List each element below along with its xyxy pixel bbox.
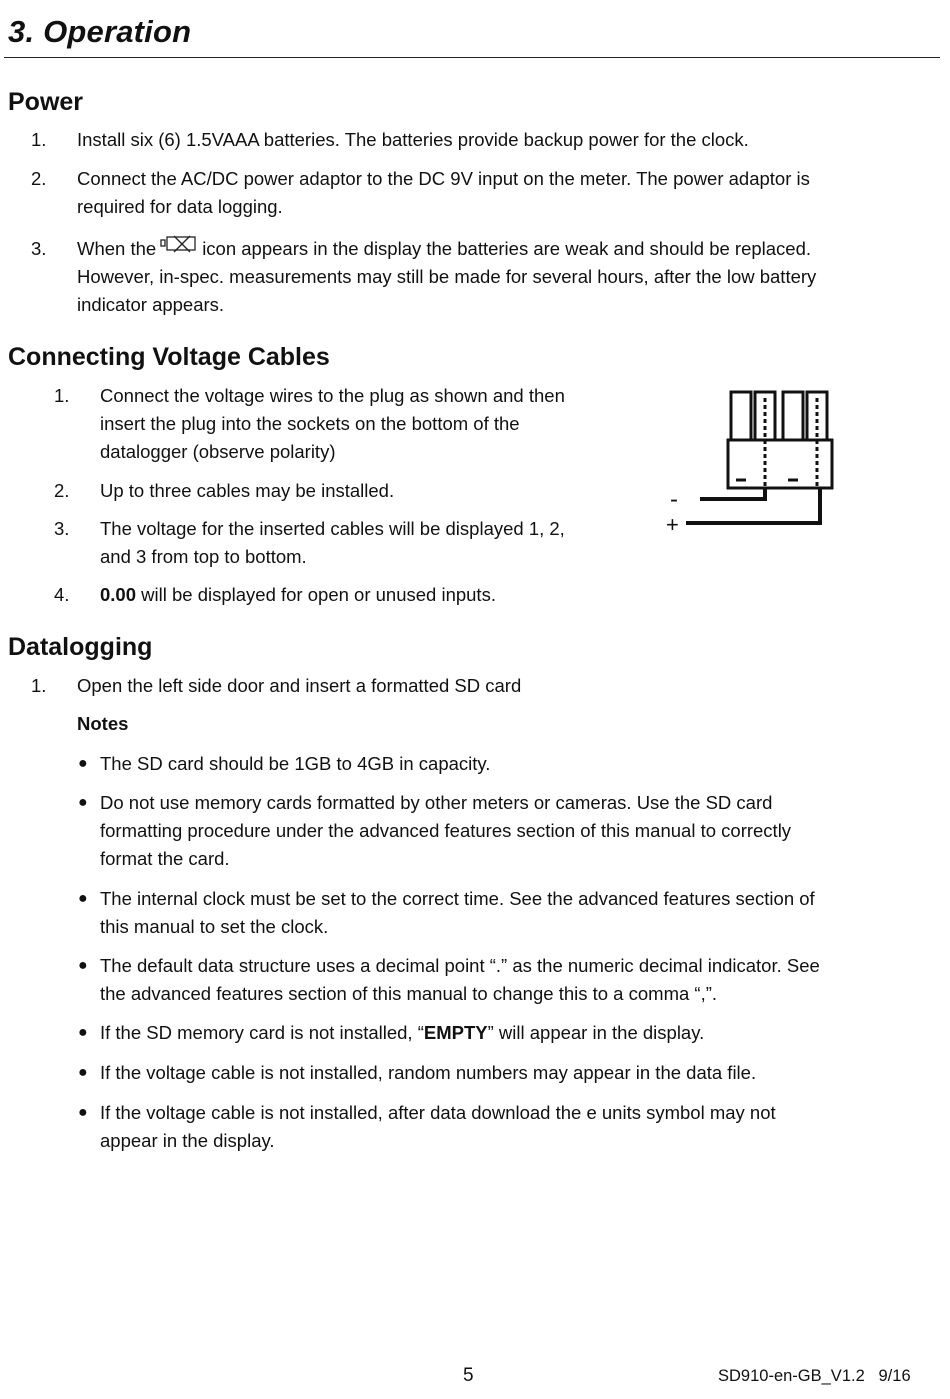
note-5-post: ” will appear in the display. (487, 1022, 705, 1043)
power-item-3-post: icon appears in the display the batteries are weak and should be replaced. (202, 238, 812, 259)
voltage-item-1-line-1: Connect the voltage wires to the plug as shown and then (100, 385, 565, 406)
notes-label: Notes (77, 713, 129, 734)
voltage-item-2-number: 2. (54, 480, 70, 501)
note-6-line-1: If the voltage cable is not installed, random numbers may appear in the data file. (100, 1062, 757, 1083)
note-7-line-2: appear in the display. (100, 1130, 275, 1151)
note-2-line-3: format the card. (100, 848, 230, 869)
document-id: SD910-en-GB_V1.2 9/16 (718, 1367, 911, 1385)
power-item-1-number: 1. (31, 129, 47, 150)
voltage-item-1-line-3: datalogger (observe polarity) (100, 441, 336, 462)
note-2-line-1: Do not use memory cards formatted by other meters or cameras. Use the SD card (100, 792, 773, 813)
voltage-item-3-line-1: The voltage for the inserted cables will be displayed 1, 2, (100, 518, 565, 539)
open-input-value: 0.00 (100, 584, 137, 605)
power-item-1-line-1: Install six (6) 1.5VAAA batteries. The batteries provide backup power for the clock. (77, 129, 749, 150)
voltage-plug-diagram (662, 388, 838, 538)
voltage-item-1-line-2: insert the plug into the sockets on the bottom of the (100, 413, 520, 434)
voltage-heading: Connecting Voltage Cables (8, 343, 330, 371)
power-item-3-number: 3. (31, 238, 47, 259)
voltage-item-1-number: 1. (54, 385, 70, 406)
note-3-line-1: The internal clock must be set to the correct time. See the advanced features section of (100, 888, 815, 909)
positive-wire (686, 488, 820, 523)
plug-pin-1 (731, 392, 751, 440)
note-2-line-2: formatting procedure under the advanced features section of this manual to correctly (100, 820, 792, 841)
bullet-icon: ● (78, 1064, 88, 1081)
voltage-item-4-line-1 (100, 581, 496, 609)
bullet-icon: ● (78, 890, 88, 907)
plus-label: + (666, 512, 679, 537)
note-5-pre: If the SD memory card is not installed, “ (100, 1022, 424, 1043)
voltage-item-3-line-2: and 3 from top to bottom. (100, 546, 307, 567)
heading-rule (4, 57, 940, 58)
page-number: 5 (463, 1365, 474, 1386)
negative-wire (700, 488, 765, 499)
bullet-icon: ● (78, 1024, 88, 1041)
minus-label: - (670, 486, 678, 513)
power-item-3-pre: When the (77, 238, 157, 259)
voltage-item-4-rest: will be displayed for open or unused inputs. (136, 584, 496, 605)
datalogging-item-1-text: Open the left side door and insert a formatted SD card (77, 675, 522, 696)
power-item-3-line-2: However, in-spec. measurements may still be made for several hours, after the low battery (77, 266, 817, 287)
bullet-icon: ● (78, 755, 88, 772)
note-1-line-1: The SD card should be 1GB to 4GB in capacity. (100, 753, 491, 774)
bullet-icon: ● (78, 1104, 88, 1121)
power-heading: Power (8, 88, 84, 116)
datalogging-heading: Datalogging (8, 633, 153, 661)
voltage-item-4-number: 4. (54, 584, 70, 605)
voltage-item-2-line-1: Up to three cables may be installed. (100, 480, 395, 501)
chapter-title: 3. Operation (8, 14, 192, 49)
voltage-item-3-number: 3. (54, 518, 70, 539)
note-3-line-2: this manual to set the clock. (100, 916, 329, 937)
note-7-line-1: If the voltage cable is not installed, after data download the e units symbol may not (100, 1102, 776, 1123)
power-item-2-number: 2. (31, 168, 47, 189)
note-5-line-1 (100, 1019, 704, 1047)
note-4-line-2: the advanced features section of this manual to change this to a comma “,”. (100, 983, 718, 1004)
empty-indicator-text: EMPTY (423, 1022, 488, 1043)
note-4-line-1: The default data structure uses a decimal point “.” as the numeric decimal indicator. See (100, 955, 820, 976)
power-item-2-line-1: Connect the AC/DC power adaptor to the DC 9V input on the meter. The power adaptor is (77, 168, 810, 189)
plug-pin-3 (783, 392, 803, 440)
datalogging-item-1-number: 1. (31, 675, 47, 696)
power-item-2-line-2: required for data logging. (77, 196, 283, 217)
power-item-3-line-3: indicator appears. (77, 294, 225, 315)
bullet-icon: ● (78, 794, 88, 811)
bullet-icon: ● (78, 957, 88, 974)
power-item-3-line-1 (77, 235, 811, 263)
low-battery-icon (160, 235, 198, 257)
